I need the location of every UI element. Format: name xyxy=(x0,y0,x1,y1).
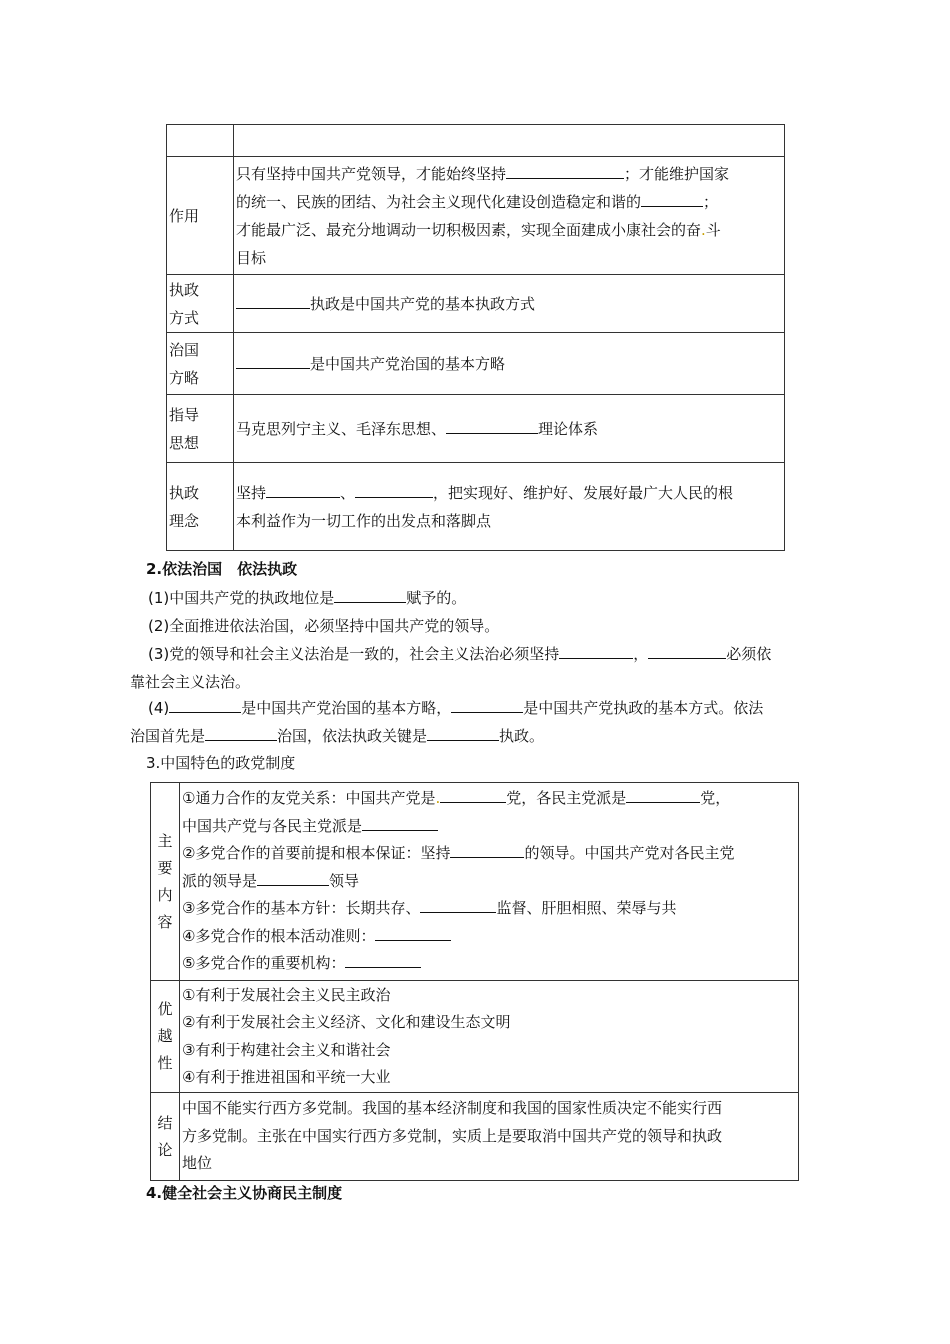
text: 是中国共产党执政的基本方式。依法 xyxy=(523,699,764,717)
text: ⑤多党合作的重要机构： xyxy=(182,954,346,973)
role-line1-tail: ；才能维护国家 xyxy=(624,164,730,183)
text: (1)中国共产党的执政地位是 xyxy=(148,589,335,607)
blank-field[interactable] xyxy=(427,725,499,741)
header-char: 优 xyxy=(157,1000,173,1018)
row-content-main: ①通力合作的友党关系：中国共产党是. 党，各民主党派是 党， 中国共产党与各民主党派是 ②多党合作的首要前提和根本保证：坚持 的领导。中国共产党对各民主党 派的领导是 领导 ③多党合作的基本方针：长期共存、 监督、肝胆相照、荣辱与共 ④多党合作的根本活动准则： ⑤多党合作的重要机构： xyxy=(180,783,799,981)
guiding-text-tail: 理论体系 xyxy=(538,419,599,438)
blank-field[interactable] xyxy=(446,418,538,434)
role-line2-text: 的统一、民族的团结、为社会主义现代化建设创造稳定和谐的 xyxy=(236,192,642,211)
header-part: 执政 xyxy=(169,483,200,502)
blank-field[interactable] xyxy=(355,482,433,498)
advantage-item: ①有利于发展社会主义民主政治 xyxy=(182,985,391,1004)
header-part: 方略 xyxy=(169,368,200,387)
text: ④多党合作的根本活动准则： xyxy=(182,926,376,945)
header-char: 论 xyxy=(157,1140,173,1159)
text: 必须依 xyxy=(726,645,772,663)
text: 的领导。中国共产党对各民主党 xyxy=(524,844,735,863)
text: 治国首先是 xyxy=(130,727,206,745)
row-header-governing-mode xyxy=(167,275,234,333)
text: 中国共产党与各民主党派是 xyxy=(182,816,363,835)
section-2-p4 xyxy=(148,693,840,723)
role-line2-tail: ； xyxy=(703,192,719,211)
header-char: 内 xyxy=(157,885,173,904)
section-4-title: 4.健全社会主义协商民主制度 xyxy=(146,1184,343,1202)
advantage-item: ③有利于构建社会主义和谐社会 xyxy=(182,1040,391,1059)
blank-field[interactable] xyxy=(559,643,633,659)
blank-field[interactable] xyxy=(451,697,523,713)
header-part: 治国 xyxy=(169,340,200,359)
text: 治国，依法执政关键是 xyxy=(277,727,428,745)
text: 是中国共产党治国的基本方略， xyxy=(241,699,452,717)
role-line1-text: 只有坚持中国共产党领导，才能始终坚持 xyxy=(236,164,507,183)
blank-field[interactable] xyxy=(420,897,496,913)
philosophy-text: 坚持 xyxy=(236,483,267,502)
blank-field[interactable] xyxy=(450,842,524,858)
section-2-p3 xyxy=(148,639,840,669)
header-part: 思想 xyxy=(169,433,200,452)
philosophy-text-2: ，把实现好、维护好、发展好最广大人民的根 xyxy=(433,483,734,502)
section-3-title: 3.中国特色的政党制度 xyxy=(146,754,296,772)
blank-field[interactable] xyxy=(626,787,700,803)
blank-field[interactable] xyxy=(362,815,438,831)
text: 派的领导是 xyxy=(182,871,258,890)
row-content-role: 只有坚持中国共产党领导，才能始终坚持 ；才能维护国家 的统一、民族的团结、为社会主义现代化建设创造稳定和谐的 ； 才能最广泛、最充分地调动一切积极因素，实现全面建成小康社会的奋.斗 目标 xyxy=(234,157,785,275)
party-system-table xyxy=(150,782,799,1181)
blank-field[interactable] xyxy=(257,870,329,886)
row-header-main-content xyxy=(151,783,180,981)
table-cell-empty-header xyxy=(167,125,234,157)
row-header-guiding-thought xyxy=(167,395,234,463)
row-content-advantages xyxy=(180,981,799,1093)
row-header-philosophy xyxy=(167,463,234,551)
blank-field[interactable] xyxy=(375,925,451,941)
role-line4-text: 目标 xyxy=(236,248,267,267)
header-part: 理念 xyxy=(169,511,200,530)
blank-field[interactable] xyxy=(648,643,726,659)
row-content-guiding-thought xyxy=(234,395,785,463)
blank-field[interactable] xyxy=(205,725,277,741)
governing-mode-text: 执政是中国共产党的基本执政方式 xyxy=(310,294,536,313)
guiding-text: 马克思列宁主义、毛泽东思想、 xyxy=(236,419,447,438)
blank-field[interactable] xyxy=(334,587,406,603)
row-header-strategy xyxy=(167,333,234,395)
section-2-p2: (2)全面推进依法治国，必须坚持中国共产党的领导。 xyxy=(148,617,500,635)
blank-field[interactable] xyxy=(266,482,340,498)
header-char: 容 xyxy=(157,912,173,931)
conclusion-line: 中国不能实行西方多党制。我国的基本经济制度和我国的国家性质决定不能实行西 xyxy=(182,1099,723,1118)
header-char: 越 xyxy=(157,1027,173,1045)
header-part: 执政 xyxy=(169,280,200,299)
blank-field[interactable] xyxy=(169,697,241,713)
blank-field[interactable] xyxy=(345,952,421,968)
text: ②多党合作的首要前提和根本保证：坚持 xyxy=(182,844,451,863)
row-content-strategy xyxy=(234,333,785,395)
section-2-p4-cont xyxy=(130,721,822,751)
philosophy-text-3: 本利益作为一切工作的出发点和落脚点 xyxy=(236,511,492,530)
header-char: 要 xyxy=(157,858,173,877)
role-line3-text: 才能最广泛、最充分地调动一切积极因素，实现全面建成小康社会的奋 xyxy=(236,220,702,239)
text: 党， xyxy=(700,789,731,808)
text: 执政。 xyxy=(499,727,545,745)
header-part: 方式 xyxy=(169,308,200,327)
table-cell-empty xyxy=(234,125,785,157)
conclusion-line: 地位 xyxy=(182,1154,213,1173)
section-2-title: 2.依法治国 依法执政 xyxy=(146,560,298,578)
blank-field[interactable] xyxy=(236,293,310,309)
role-line3-tail: 斗 xyxy=(705,220,721,239)
text: 赋予的。 xyxy=(406,589,467,607)
header-part: 指导 xyxy=(169,405,200,424)
header-char: 性 xyxy=(157,1054,173,1072)
section-2-p3-cont: 靠社会主义法治。 xyxy=(130,673,251,691)
text: 监督、肝胆相照、荣辱与共 xyxy=(496,899,677,918)
row-content-philosophy xyxy=(234,463,785,551)
text: 党，各民主党派是 xyxy=(506,789,627,808)
text: (4) xyxy=(148,699,170,717)
row-header-advantages xyxy=(151,981,180,1093)
blank-field[interactable] xyxy=(506,163,624,179)
strategy-text: 是中国共产党治国的基本方略 xyxy=(310,354,506,373)
header-char: 结 xyxy=(157,1113,173,1132)
separator: 、 xyxy=(340,483,356,502)
section-2-p1 xyxy=(148,583,840,613)
blank-field[interactable] xyxy=(236,353,310,369)
blank-field[interactable] xyxy=(440,787,506,803)
text: ③多党合作的基本方针：长期共存、 xyxy=(182,899,421,918)
text: ， xyxy=(633,645,649,663)
text: ①通力合作的友党关系：中国共产党是 xyxy=(182,789,436,808)
row-header-role: 作用 xyxy=(167,157,234,275)
row-content-conclusion xyxy=(180,1093,799,1181)
header-char: 主 xyxy=(157,831,173,850)
text: 领导 xyxy=(329,871,360,890)
row-header-conclusion xyxy=(151,1093,180,1181)
blank-field[interactable] xyxy=(641,191,703,207)
advantage-item: ④有利于推进祖国和平统一大业 xyxy=(182,1068,391,1086)
conclusion-line: 方多党制。主张在中国实行西方多党制，实质上是要取消中国共产党的领导和执政 xyxy=(182,1126,723,1145)
party-leadership-table xyxy=(166,124,785,551)
text: (3)党的领导和社会主义法治是一致的，社会主义法治必须坚持 xyxy=(148,645,560,663)
row-content-governing-mode xyxy=(234,275,785,333)
advantage-item: ②有利于发展社会主义经济、文化和建设生态文明 xyxy=(182,1013,511,1031)
